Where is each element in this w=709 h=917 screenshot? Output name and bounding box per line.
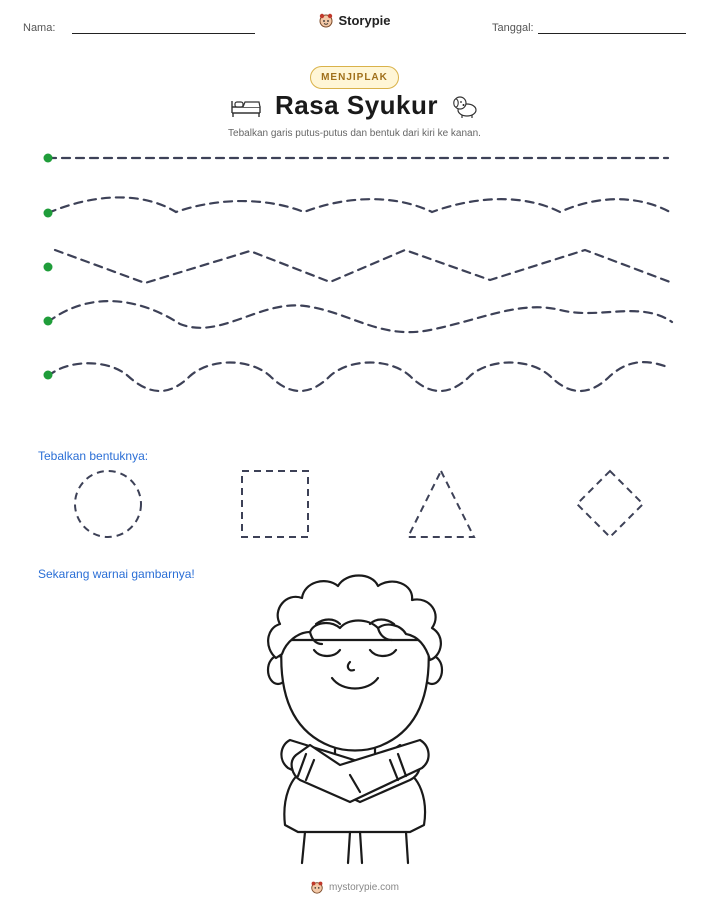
name-field[interactable]: [72, 33, 255, 34]
page-title: Rasa Syukur: [274, 90, 439, 120]
puppy-icon: [450, 93, 480, 119]
face-outline: [281, 640, 428, 751]
storypie-mascot-icon: [318, 12, 334, 28]
storypie-mascot-icon: [310, 880, 324, 894]
instructions: Tebalkan garis putus-putus dan bentuk dari kiri ke kanan.: [228, 128, 481, 139]
wave-dashed-line[interactable]: [48, 197, 670, 213]
date-field[interactable]: [538, 33, 686, 34]
bed-icon: [229, 93, 263, 119]
coloring-section-label: Sekarang warnai gambarnya!: [38, 567, 195, 581]
brand-logo: [0, 12, 709, 28]
start-dot: [44, 371, 53, 380]
date-label: Tanggal:: [492, 22, 534, 34]
start-dot: [44, 263, 53, 272]
grateful-boy-coloring-image[interactable]: [250, 570, 460, 865]
brand-name: Storypie: [338, 12, 391, 28]
title-row: [0, 90, 709, 121]
name-label: Nama:: [23, 22, 56, 34]
zigzag-dashed-line[interactable]: [55, 250, 670, 283]
tracing-shapes-area: [0, 465, 709, 545]
gentle-wave-dashed-line[interactable]: [48, 301, 672, 332]
start-dot: [44, 317, 53, 326]
circle-shape[interactable]: [75, 471, 141, 537]
square-shape[interactable]: [242, 471, 308, 537]
category-badge: [0, 66, 709, 89]
bumpy-wave-dashed-line[interactable]: [48, 362, 670, 391]
triangle-shape[interactable]: [408, 471, 474, 537]
start-dot: [44, 154, 53, 163]
diamond-shape[interactable]: [577, 471, 643, 537]
category-badge-label: MENJIPLAK: [310, 66, 399, 89]
footer-link[interactable]: mystorypie.com: [328, 881, 399, 893]
start-dot: [44, 209, 53, 218]
pants-outline: [302, 832, 408, 863]
shapes-section-label: Tebalkan bentuknya:: [38, 449, 149, 463]
footer: [0, 880, 709, 894]
tracing-lines-area: [0, 140, 709, 400]
